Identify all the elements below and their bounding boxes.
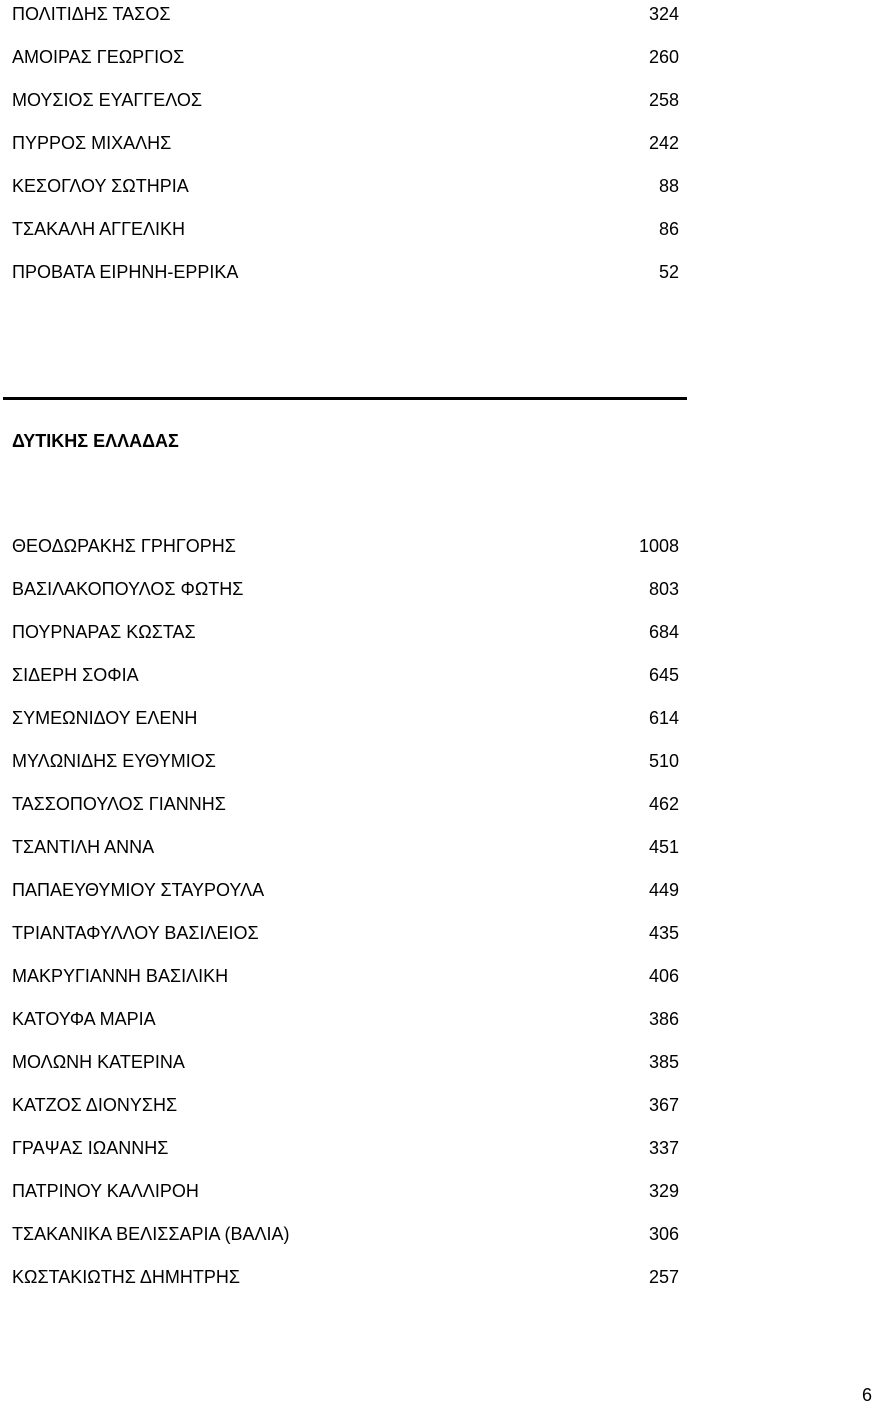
candidate-name: ΜΟΛΩΝΗ ΚΑΤΕΡΙΝΑ [12, 1052, 185, 1072]
section-title: ΔΥΤΙΚΗΣ ΕΛΛΑΔΑΣ [12, 431, 179, 451]
list-item [12, 663, 679, 687]
list-item [12, 749, 679, 773]
list-item [12, 260, 679, 284]
candidate-votes: 337 [648, 1138, 679, 1158]
candidate-name: ΜΟΥΣΙΟΣ ΕΥΑΓΓΕΛΟΣ [12, 90, 202, 110]
candidate-name: ΠΑΠΑΕΥΘΥΜΙΟΥ ΣΤΑΥΡΟΥΛΑ [12, 880, 265, 900]
candidate-votes: 386 [648, 1009, 679, 1029]
candidate-votes: 367 [648, 1095, 679, 1115]
candidate-name: ΑΜΟΙΡΑΣ ΓΕΩΡΓΙΟΣ [12, 47, 185, 67]
list-item [12, 217, 679, 241]
candidate-votes: 435 [648, 923, 679, 943]
list-item [12, 1093, 679, 1117]
list-item [12, 88, 679, 112]
candidate-name: ΚΑΤΟΥΦΑ ΜΑΡΙΑ [12, 1009, 156, 1029]
list-item [12, 792, 679, 816]
candidate-name: ΤΣΑΝΤΙΛΗ ΑΝΝΑ [12, 837, 155, 857]
list-item [12, 706, 679, 730]
candidate-votes: 242 [648, 133, 679, 153]
candidate-votes: 385 [648, 1052, 679, 1072]
candidate-votes: 324 [648, 4, 679, 24]
list-item [12, 835, 679, 859]
list-item [12, 131, 679, 155]
list-item [12, 878, 679, 902]
list-item [12, 1179, 679, 1203]
list-item [12, 45, 679, 69]
candidate-name: ΣΙΔΕΡΗ ΣΟΦΙΑ [12, 665, 139, 685]
candidate-name: ΚΕΣΟΓΛΟΥ ΣΩΤΗΡΙΑ [12, 176, 189, 196]
candidate-votes: 462 [648, 794, 679, 814]
page-number: 6 [861, 1385, 872, 1405]
candidate-name: ΤΣΑΚΑΝΙΚΑ ΒΕΛΙΣΣΑΡΙΑ (ΒΑΛΙΑ) [12, 1224, 290, 1244]
candidate-name: ΣΥΜΕΩΝΙΔΟΥ ΕΛΕΝΗ [12, 708, 198, 728]
candidate-name: ΤΡΙΑΝΤΑΦΥΛΛΟΥ ΒΑΣΙΛΕΙΟΣ [12, 923, 259, 943]
candidate-name: ΠΥΡΡΟΣ ΜΙΧΑΛΗΣ [12, 133, 172, 153]
candidate-name: ΠΟΥΡΝΑΡΑΣ ΚΩΣΤΑΣ [12, 622, 196, 642]
list-item [12, 174, 679, 198]
candidate-votes: 257 [648, 1267, 679, 1287]
candidate-name: ΤΣΑΚΑΛΗ ΑΓΓΕΛΙΚΗ [12, 219, 186, 239]
candidate-votes: 510 [648, 751, 679, 771]
candidate-votes: 803 [648, 579, 679, 599]
candidate-votes: 1008 [638, 536, 679, 556]
candidate-votes: 52 [658, 262, 679, 282]
candidate-votes: 258 [648, 90, 679, 110]
candidate-name: ΚΑΤΖΟΣ ΔΙΟΝΥΣΗΣ [12, 1095, 178, 1115]
list-item [12, 534, 679, 558]
candidate-votes: 645 [648, 665, 679, 685]
candidate-name: ΠΡΟΒΑΤΑ ΕΙΡΗΝΗ-ΕΡΡΙΚΑ [12, 262, 239, 282]
list-item [12, 1222, 679, 1246]
candidate-votes: 406 [648, 966, 679, 986]
candidate-votes: 260 [648, 47, 679, 67]
list-item [12, 964, 679, 988]
candidate-name: ΜΥΛΩΝΙΔΗΣ ΕΥΘΥΜΙΟΣ [12, 751, 216, 771]
candidate-votes: 684 [648, 622, 679, 642]
candidate-name: ΒΑΣΙΛΑΚΟΠΟΥΛΟΣ ΦΩΤΗΣ [12, 579, 244, 599]
candidate-votes: 88 [658, 176, 679, 196]
list-item [12, 1265, 679, 1289]
candidate-votes: 614 [648, 708, 679, 728]
candidate-name: ΠΑΤΡΙΝΟΥ ΚΑΛΛΙΡΟΗ [12, 1181, 199, 1201]
candidate-name: ΠΟΛΙΤΙΔΗΣ ΤΑΣΟΣ [12, 4, 171, 24]
list-item [12, 1136, 679, 1160]
candidate-votes: 306 [648, 1224, 679, 1244]
list-item [12, 1007, 679, 1031]
candidate-name: ΚΩΣΤΑΚΙΩΤΗΣ ΔΗΜΗΤΡΗΣ [12, 1267, 240, 1287]
list-item [12, 577, 679, 601]
candidate-name: ΘΕΟΔΩΡΑΚΗΣ ΓΡΗΓΟΡΗΣ [12, 536, 236, 556]
candidate-name: ΜΑΚΡΥΓΙΑΝΝΗ ΒΑΣΙΛΙΚΗ [12, 966, 229, 986]
section-divider [3, 397, 687, 400]
candidate-votes: 451 [648, 837, 679, 857]
candidate-votes: 329 [648, 1181, 679, 1201]
list-item [12, 921, 679, 945]
candidate-votes: 86 [658, 219, 679, 239]
list-item [12, 1050, 679, 1074]
list-item [12, 620, 679, 644]
list-item [12, 2, 679, 26]
candidate-votes: 449 [648, 880, 679, 900]
candidate-name: ΤΑΣΣΟΠΟΥΛΟΣ ΓΙΑΝΝΗΣ [12, 794, 226, 814]
candidate-name: ΓΡΑΨΑΣ ΙΩΑΝΝΗΣ [12, 1138, 169, 1158]
